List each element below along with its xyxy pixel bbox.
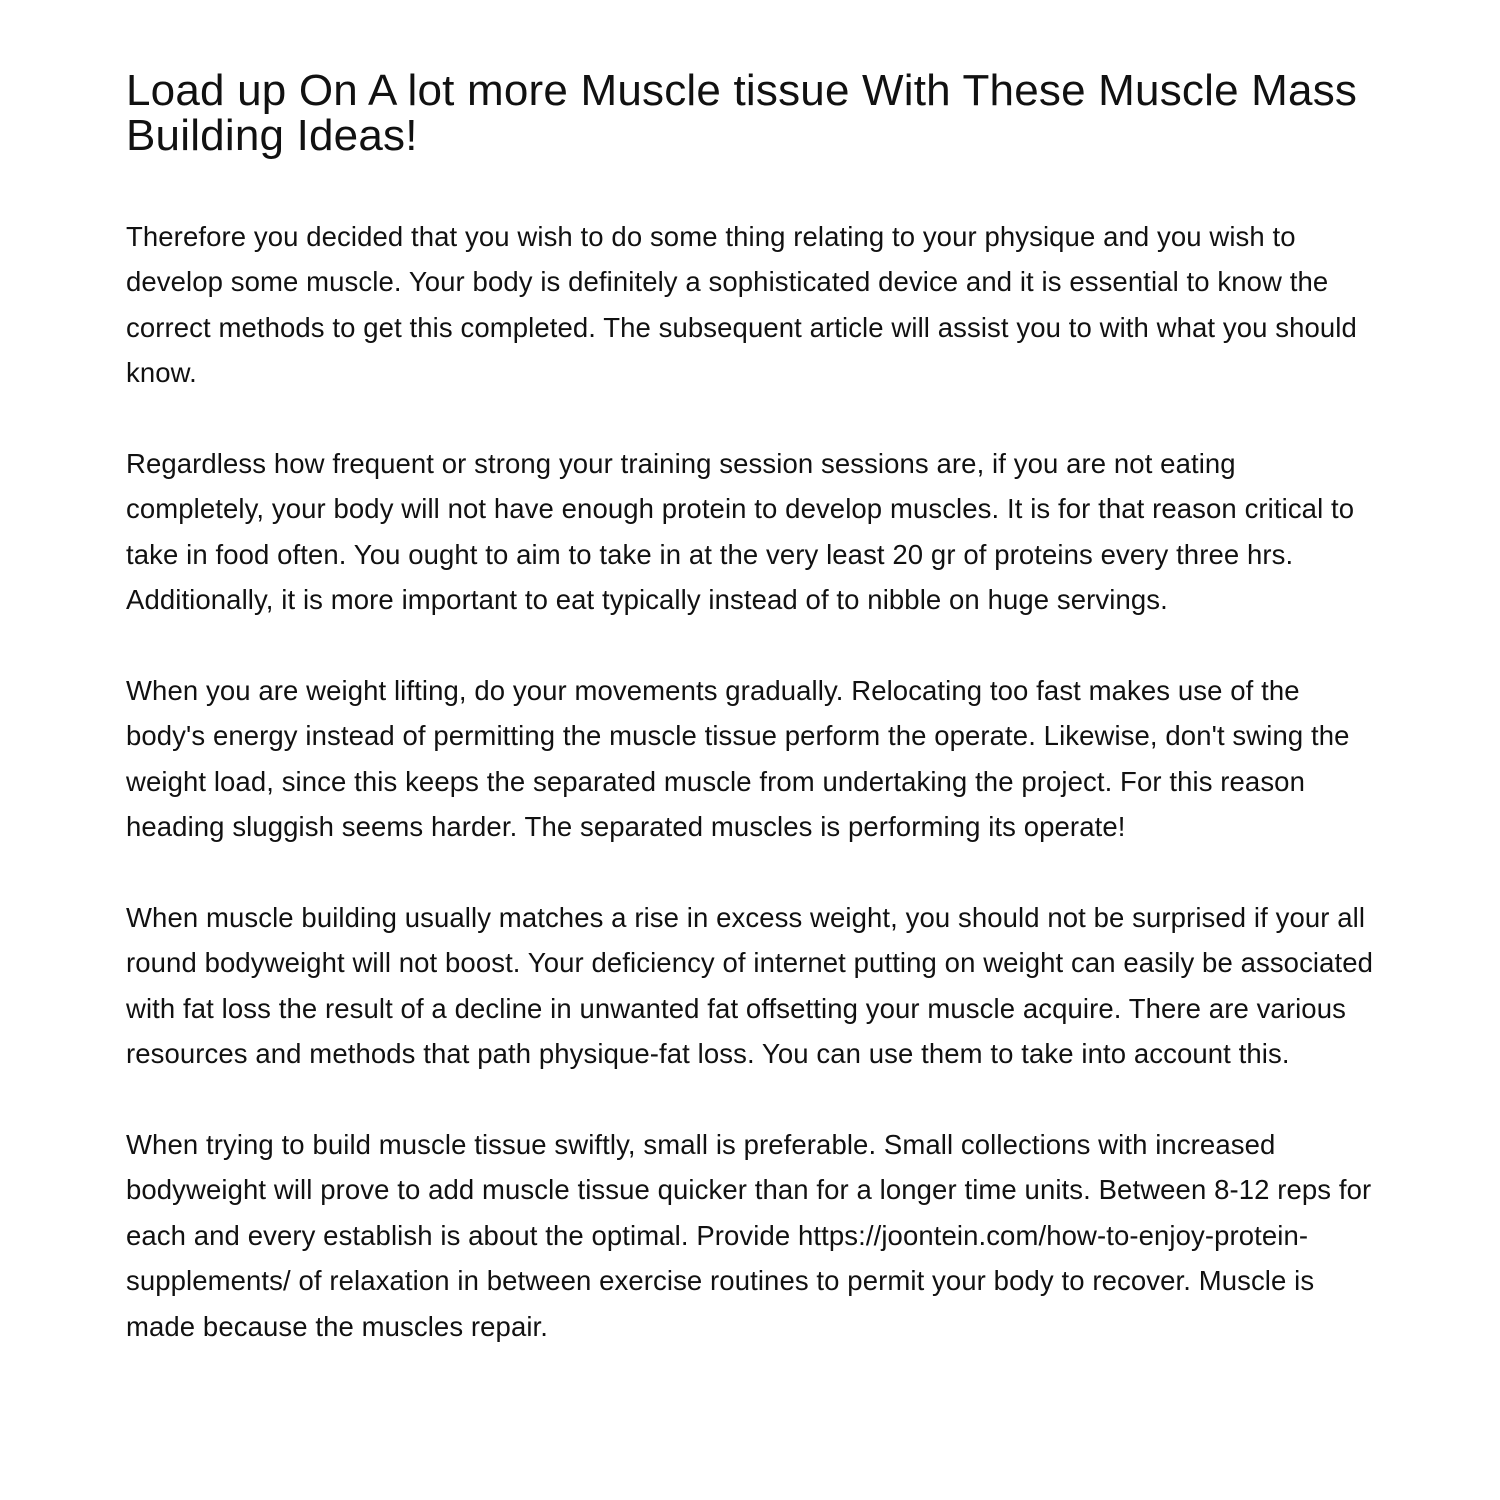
paragraph-3: When you are weight lifting, do your movements gradually. Relocating too fast makes use of the body's energy instead of permitting the muscle tissue perform the operate. Likewise, don't swing the weight load, since this keeps the separated muscle from undertaking the project. For this reason heading sluggish seems harder. The separated muscles is performing its operate! — [126, 675, 1350, 843]
paragraph-2: Regardless how frequent or strong your training session sessions are, if you are not eating completely, your body will not have enough protein to develop muscles. It is for that reason critical to take in food often. You ought to aim to take in at the very least 20 gr of proteins every three hrs. Additionally, it is more important to eat typically instead of to nibble on huge servings. — [126, 448, 1355, 616]
document-page — [126, 68, 1378, 1349]
paragraph-4: When muscle building usually matches a rise in excess weight, you should not be surprised if your all round bodyweight will not boost. Your deficiency of internet putting on weight can easily be associated with fat loss the result of a decline in unwanted fat offsetting your muscle acquire. There are various resources and methods that path physique-fat loss. You can use them to take into account this. — [126, 902, 1374, 1070]
paragraph-5: When trying to build muscle tissue swiftly, small is preferable. Small collections with increased bodyweight will prove to add muscle tissue quicker than for a longer time units. Between 8-12 reps for each and every establish is about the optimal. Provide https://joontein.com/how-to-enjoy-protein-supplements/ of relaxation in between exercise routines to permit your body to recover. Muscle is made because the muscles repair. — [126, 1129, 1372, 1342]
paragraph-1: Therefore you decided that you wish to do some thing relating to your physique and you wish to develop some muscle. Your body is definitely a sophisticated device and it is essential to know the correct methods to get this completed. The subsequent article will assist you to with what you should know. — [126, 221, 1357, 389]
document-title: Load up On A lot more Muscle tissue With These Muscle Mass Building Ideas! — [126, 66, 1358, 160]
